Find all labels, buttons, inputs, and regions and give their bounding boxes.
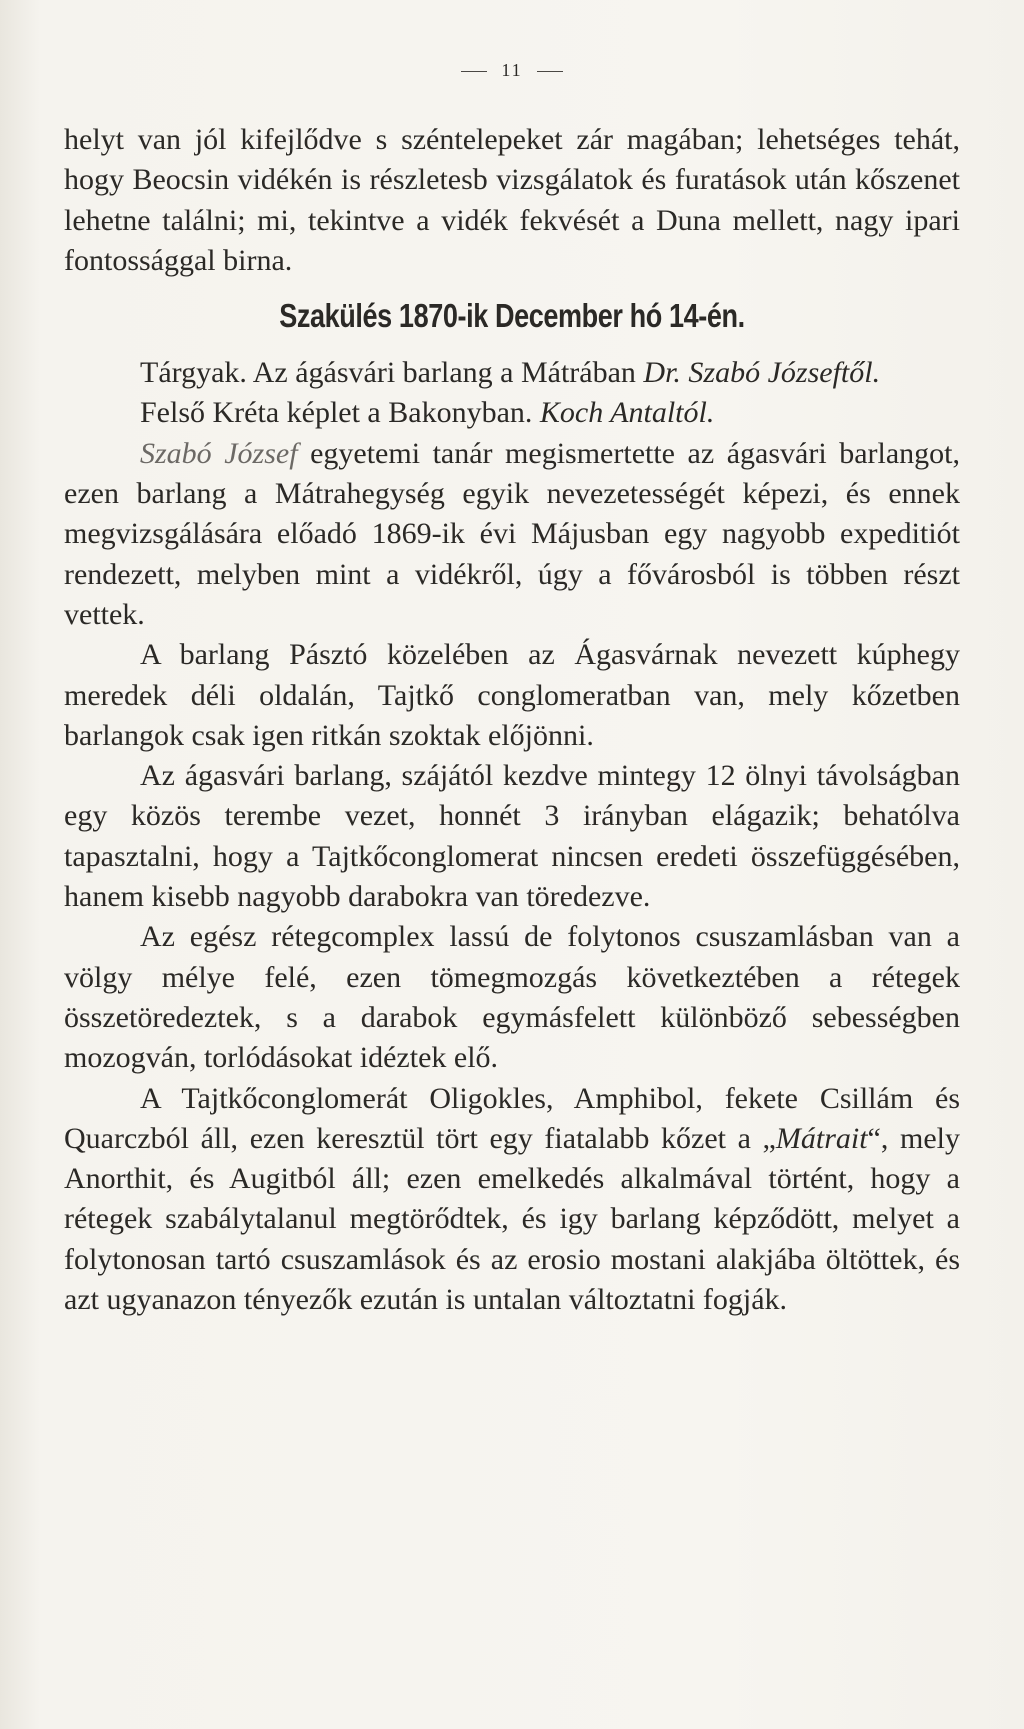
paragraph-retegcomplex: Az egész rétegcomplex lassú de folytonos csuszamlásban van a völgy mélye felé, ezen tömegmozgás következtében a rétegek összetöredeztek, s a darabok egymásfelett különböző sebességben mozogván, torlódásokat idéztek elő.	[64, 920, 960, 1075]
felso-text: Felső Kréta képlet a Bakonyban.	[140, 396, 540, 430]
paragraph-barlang-paszto: A barlang Pásztó közelében az Ágasvárnak nevezett kúphegy meredek déli oldalán, Tajtkő conglomeratban van, mely kőzetben barlangok csak igen ritkán szoktak előjönni.	[64, 638, 960, 752]
paragraph-szabo	[64, 434, 960, 635]
szabo-name: Szabó József	[140, 436, 298, 470]
page-number: 11	[64, 60, 960, 82]
dash-left	[461, 71, 487, 72]
szabo-text: egyetemi tanár megismertette az ágasvári barlangot, ezen barlang a Mátrahegység egyik nevezetességét képezi, és ennek megvizsgálására előadó 1869-ik évi Májusban egy nagyobb expeditiót rendezett, melyben mint a vidékről, úgy a fővárosból is többen részt vettek.	[64, 436, 960, 631]
felso-author: Koch Antaltól.	[539, 396, 715, 430]
paragraph-tajtko	[64, 1079, 960, 1321]
targyak-author: Dr. Szabó Józseftől.	[643, 356, 881, 390]
paragraph-opening: helyt van jól kifejlődve s széntelepeket zár magában; lehetséges tehát, hogy Beocsin vidékén is részletesb vizsgálatok és furatások után kőszenet lehetne találni; mi, tekintve a vidék fekvését a Duna mellett, nagy ipari fontossággal birna.	[64, 123, 960, 277]
tajtko-matrait: Mátrait	[775, 1121, 868, 1155]
paragraph-agasvari-barlang: Az ágasvári barlang, szájától kezdve mintegy 12 ölnyi távolságban egy közös terembe vezet, honnét 3 irányban elágazik; behatólva tapasztalni, hogy a Tajtkőconglomerat nincsen eredeti összefüggésében, hanem kisebb nagyobb darabokra van töredezve.	[64, 759, 960, 914]
tajtko-text-a: A Tajtkőconglomerát Oligokles, Amphibol, fekete Csillám és Quarczból áll, ezen keresztül tört egy fiatalabb kőzet a „	[64, 1081, 960, 1155]
paragraph-targyak	[64, 353, 960, 393]
tajtko-text-b: “, mely Anorthit, és Augitból áll; ezen emelkedés alkalmával történt, hogy a rétegek szabálytalanul megtörődtek, és igy barlang képződött, melyet a folytonosan tartó csuszamlások és az erosio mostani alakjába öltöttek, és azt ugyanazon tényezők ezután is untalan változtatni fogják.	[64, 1121, 960, 1317]
session-heading: Szakülés 1870-ik December hó 14-én.	[279, 297, 745, 335]
targyak-text: Tárgyak. Az ágásvári barlang a Mátrában	[140, 356, 644, 390]
dash-right	[537, 71, 563, 72]
paragraph-felso-kreta	[64, 393, 960, 433]
